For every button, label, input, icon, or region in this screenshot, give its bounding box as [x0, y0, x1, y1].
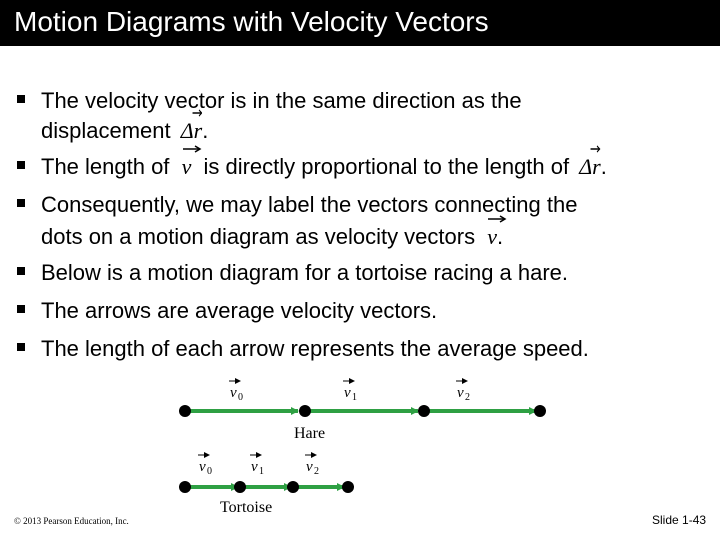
bullet-text-cont: dots on a motion diagram as velocity vectors v .	[41, 222, 503, 252]
svg-text:v: v	[251, 459, 258, 475]
svg-text:v: v	[230, 385, 237, 401]
slide-title: Motion Diagrams with Velocity Vectors	[14, 6, 489, 37]
tortoise-dot-2	[287, 481, 299, 493]
copyright-footer: © 2013 Pearson Education, Inc.	[14, 516, 129, 526]
hare-dot-0	[179, 405, 191, 417]
svg-text:1: 1	[259, 466, 264, 477]
svg-text:2: 2	[465, 392, 470, 403]
bullet-text: The length of v is directly proportional to the length of Δr .	[41, 152, 607, 182]
svg-text:v: v	[344, 385, 351, 401]
tortoise-label-v1	[250, 455, 264, 477]
bullet-text: Consequently, we may label the vectors connecting the	[41, 192, 578, 217]
hare-dot-2	[418, 405, 430, 417]
tortoise-dot-3	[342, 481, 354, 493]
tortoise-label-v0	[198, 455, 212, 477]
tortoise-dot-0	[179, 481, 191, 493]
hare-label-v1	[343, 381, 357, 403]
v-symbol: v	[487, 222, 497, 252]
bullet-text: The velocity vector is in the same direction as the	[41, 88, 522, 113]
svg-text:v: v	[457, 385, 464, 401]
tortoise-row	[179, 455, 354, 516]
bullet-text: The arrows are average velocity vectors.	[41, 298, 438, 323]
hare-label-v2	[456, 381, 470, 403]
slide-number: Slide 1-43	[652, 513, 707, 527]
svg-text:0: 0	[238, 392, 243, 403]
tortoise-dot-1	[234, 481, 246, 493]
hare-dot-1	[299, 405, 311, 417]
delta-r-symbol: Δr	[181, 116, 202, 146]
bullet-text: Below is a motion diagram for a tortoise racing a hare.	[41, 260, 569, 285]
bullet-text: The length of each arrow represents the average speed.	[41, 336, 589, 361]
svg-text:1: 1	[352, 392, 357, 403]
hare-dot-3	[534, 405, 546, 417]
hare-label: Hare	[294, 425, 326, 442]
tortoise-label: Tortoise	[220, 499, 273, 516]
v-symbol: v	[182, 152, 192, 182]
svg-text:0: 0	[207, 466, 212, 477]
hare-row	[179, 381, 546, 442]
hare-label-v0	[229, 381, 243, 403]
svg-text:v: v	[306, 459, 313, 475]
svg-text:v: v	[199, 459, 206, 475]
tortoise-label-v2	[305, 455, 319, 477]
bullet-text-cont: displacement Δr .	[41, 116, 208, 146]
svg-text:2: 2	[314, 466, 319, 477]
delta-r-symbol: Δr	[579, 152, 600, 182]
